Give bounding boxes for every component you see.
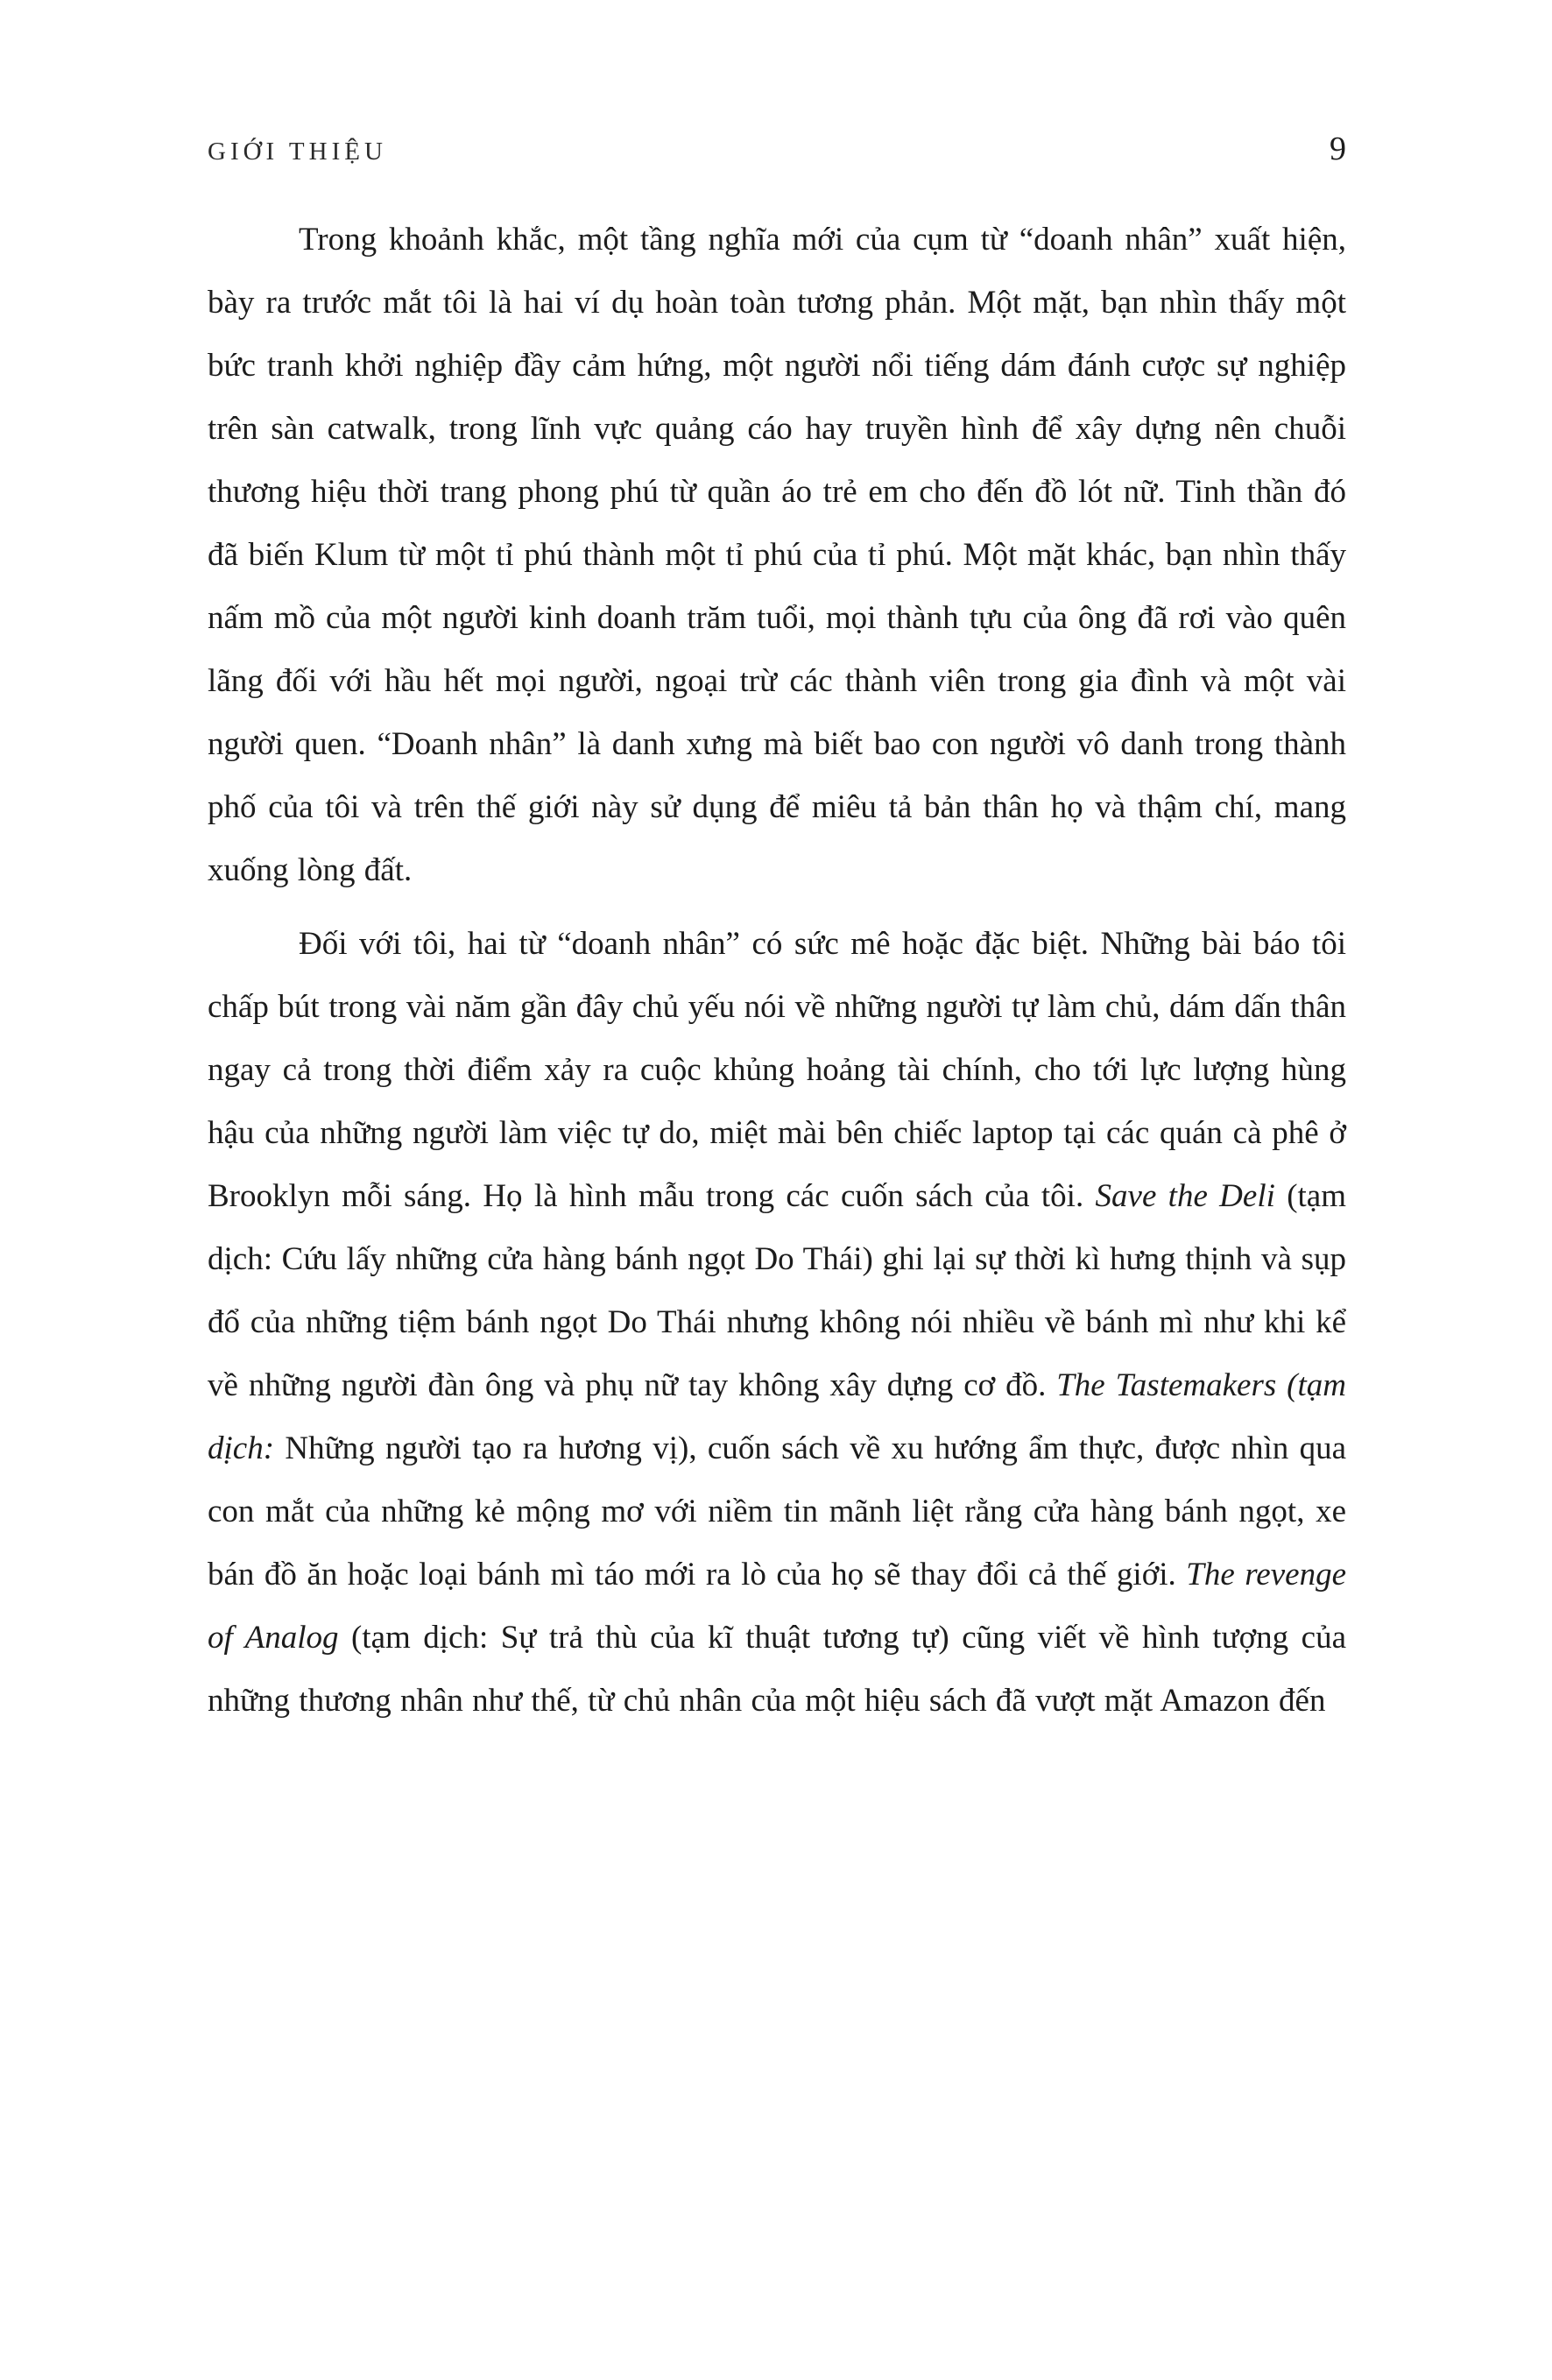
text-run: (tạm dịch: Cứu lấy những cửa hàng bánh ngọt Do Thái) ghi lại sự thời kì hưng thịnh và sụp đổ của những tiệm bánh ngọt Do Thái nhưng không nói nhiều về bánh mì như khi kể về những người đàn ông và phụ nữ tay không xây dựng cơ đồ. [208, 1178, 1346, 1403]
running-title: GIỚI THIỆU [208, 138, 387, 166]
page-number: 9 [1330, 131, 1346, 167]
book-title-the-tastemakers: The Tastemakers (tạm dịch: [208, 1367, 1346, 1466]
book-title-save-the-deli: Save the Deli [1095, 1178, 1287, 1214]
paragraph-2 [208, 913, 1346, 1733]
text-run: Trong khoảnh khắc, một tầng nghĩa mới của cụm từ “doanh nhân” xuất hiện, bày ra trước mắt tôi là hai ví dụ hoàn toàn tương phản. Một mặt, bạn nhìn thấy một bức tranh khởi nghiệp đầy cảm hứng, một người nổi tiếng dám đánh cược sự nghiệp trên sàn catwalk, trong lĩnh vực quảng cáo hay truyền hình để xây dựng nên chuỗi thương hiệu thời trang phong phú từ quần áo trẻ em cho đến đồ lót nữ. Tinh thần đó đã biến Klum từ một tỉ phú thành một tỉ phú của tỉ phú. Một mặt khác, bạn nhìn thấy nấm mồ của một người kinh doanh trăm tuổi, mọi thành tựu của ông đã rơi vào quên lãng đối với hầu hết mọi người, ngoại trừ các thành viên trong gia đình và một vài người quen. “Doanh nhân” là danh xưng mà biết bao con người vô danh trong thành phố của tôi và trên thế giới này sử dụng để miêu tả bản thân họ và thậm chí, mang xuống lòng đất. [208, 222, 1346, 888]
book-title-the-revenge-of-analog: The revenge of Analog [208, 1557, 1346, 1656]
text-run: Đối với tôi, hai từ “doanh nhân” có sức mê hoặc đặc biệt. Những bài báo tôi chấp bút trong vài năm gần đây chủ yếu nói về những người tự làm chủ, dám dấn thân ngay cả trong thời điểm xảy ra cuộc khủng hoảng tài chính, cho tới lực lượng hùng hậu của những người làm việc tự do, miệt mài bên chiếc laptop tại các quán cà phê ở Brooklyn mỗi sáng. Họ là hình mẫu trong các cuốn sách của tôi. [208, 926, 1346, 1214]
text-run: Những người tạo ra hương vị), cuốn sách về xu hướng ẩm thực, được nhìn qua con mắt của những kẻ mộng mơ với niềm tin mãnh liệt rằng cửa hàng bánh ngọt, xe bán đồ ăn hoặc loại bánh mì táo mới ra lò của họ sẽ thay đổi cả thế giới. [208, 1430, 1347, 1593]
paragraph-1 [208, 208, 1346, 902]
page-body [208, 208, 1346, 1733]
text-run: (tạm dịch: Sự trả thù của kĩ thuật tương tự) cũng viết về hình tượng của những thương nhân như thế, từ chủ nhân của một hiệu sách đã vượt mặt Amazon đến [208, 1620, 1346, 1719]
page-header [208, 130, 1346, 168]
